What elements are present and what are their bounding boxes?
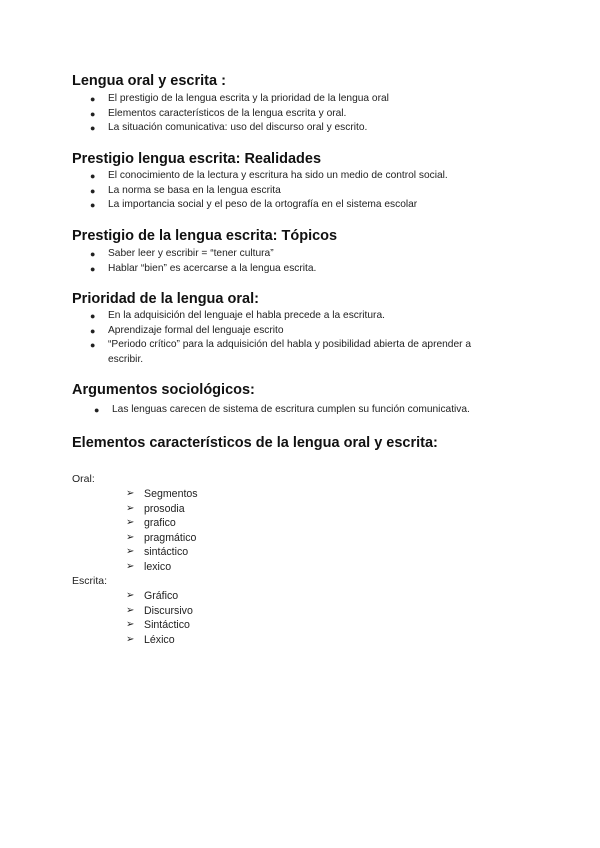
list-item-text: sintáctico (144, 546, 189, 559)
list-item (88, 309, 528, 324)
escrita-elements-list (126, 589, 193, 647)
bullet-list-prestigio-realidades (88, 169, 528, 213)
list-item-text: La importancia social y el peso de la ortografía en el sistema escolar (108, 199, 418, 211)
list-item-text: La norma se basa en la lengua escrita (108, 184, 281, 196)
bullet-list-prestigio-topicos (88, 247, 528, 276)
bullet-icon: ● (90, 94, 96, 104)
oral-elements-list (126, 487, 198, 575)
list-item-text: Hablar “bien” es acercarse a la lengua escrita. (108, 262, 317, 274)
arrow-bullet-icon: ➢ (126, 604, 135, 616)
list-item (126, 516, 198, 531)
list-item (88, 247, 528, 262)
list-item (126, 589, 193, 604)
section-heading-prioridad-oral: Prioridad de la lengua oral: (72, 291, 259, 307)
list-item-text: En la adquisición del lenguaje el habla precede a la escritura. (108, 310, 385, 321)
list-item-text: El conocimiento de la lectura y escritura ha sido un medio de control social. (108, 170, 448, 181)
list-item-text: La situación comunicativa: uso del discurso oral y escrito. (108, 122, 368, 134)
list-item (88, 92, 528, 107)
bullet-icon: ● (90, 108, 96, 119)
bullet-icon: ● (90, 185, 96, 196)
list-item-text: El prestigio de la lengua escrita y la prioridad de la lengua oral (108, 93, 389, 104)
list-item-text: “Periodo crítico” para la adquisición del habla y posibilidad abierta de aprender a escribir. (108, 339, 472, 365)
list-item-text: Segmentos (144, 488, 198, 500)
list-item (126, 487, 198, 502)
list-item (88, 338, 508, 367)
arrow-bullet-icon: ➢ (126, 560, 135, 572)
bullet-list-argumentos-sociologicos (92, 403, 532, 418)
list-item (126, 502, 198, 517)
section-heading-prestigio-realidades: Prestigio lengua escrita: Realidades (72, 151, 322, 167)
list-item-text: Aprendizaje formal del lenguaje escrito (108, 324, 284, 336)
list-item (126, 545, 198, 560)
list-item (88, 169, 528, 184)
section-heading-prestigio-topicos: Prestigio de la lengua escrita: Tópicos (72, 228, 338, 244)
bullet-icon: ● (90, 325, 96, 336)
list-item (88, 262, 528, 277)
bullet-icon: ● (90, 249, 96, 259)
list-item-text: Gráfico (144, 590, 179, 602)
arrow-bullet-icon: ➢ (126, 633, 135, 645)
list-item-text: Las lenguas carecen de sistema de escritura cumplen su función comunicativa. (112, 404, 470, 415)
escrita-label: Escrita: (72, 575, 108, 587)
list-item-text: pragmático (144, 531, 197, 544)
list-item (92, 403, 532, 418)
list-item (88, 324, 528, 339)
bullet-icon: ● (90, 123, 96, 134)
list-item-text: grafico (144, 517, 176, 530)
bullet-list-prioridad-oral (88, 309, 528, 367)
list-item-text: lexico (144, 560, 172, 573)
list-item (88, 198, 528, 213)
section-heading-argumentos-sociologicos: Argumentos sociológicos: (72, 382, 255, 398)
list-item (126, 560, 198, 575)
arrow-bullet-icon: ➢ (126, 590, 135, 601)
bullet-icon: ● (90, 340, 96, 351)
list-item (88, 107, 528, 122)
bullet-list-lengua-oral-escrita (88, 92, 528, 136)
list-item (126, 604, 193, 619)
arrow-bullet-icon: ➢ (126, 531, 135, 543)
list-item (126, 531, 198, 546)
list-item (88, 184, 528, 199)
bullet-icon: ● (90, 263, 96, 274)
list-item-text: prosodia (144, 502, 185, 515)
list-item-text: Léxico (144, 633, 175, 646)
bullet-icon: ● (90, 200, 96, 211)
bullet-icon: ● (94, 405, 100, 415)
list-item (126, 633, 193, 648)
oral-label: Oral: (72, 473, 95, 485)
list-item (126, 618, 193, 633)
arrow-bullet-icon: ➢ (126, 488, 135, 499)
list-item-text: Elementos característicos de la lengua escrita y oral. (108, 107, 347, 119)
bullet-icon: ● (90, 311, 96, 321)
bullet-icon: ● (90, 171, 96, 181)
section-heading-elementos-caracteristicos: Elementos característicos de la lengua oral y escrita: (72, 435, 438, 451)
arrow-bullet-icon: ➢ (126, 517, 135, 529)
arrow-bullet-icon: ➢ (126, 502, 135, 514)
list-item-text: Saber leer y escribir = “tener cultura” (108, 248, 274, 259)
list-item-text: Discursivo (144, 604, 193, 617)
arrow-bullet-icon: ➢ (126, 546, 135, 558)
section-heading-lengua-oral-escrita: Lengua oral y escrita : (72, 73, 226, 89)
list-item (88, 121, 528, 136)
list-item-text: Sintáctico (144, 619, 190, 632)
arrow-bullet-icon: ➢ (126, 619, 135, 631)
